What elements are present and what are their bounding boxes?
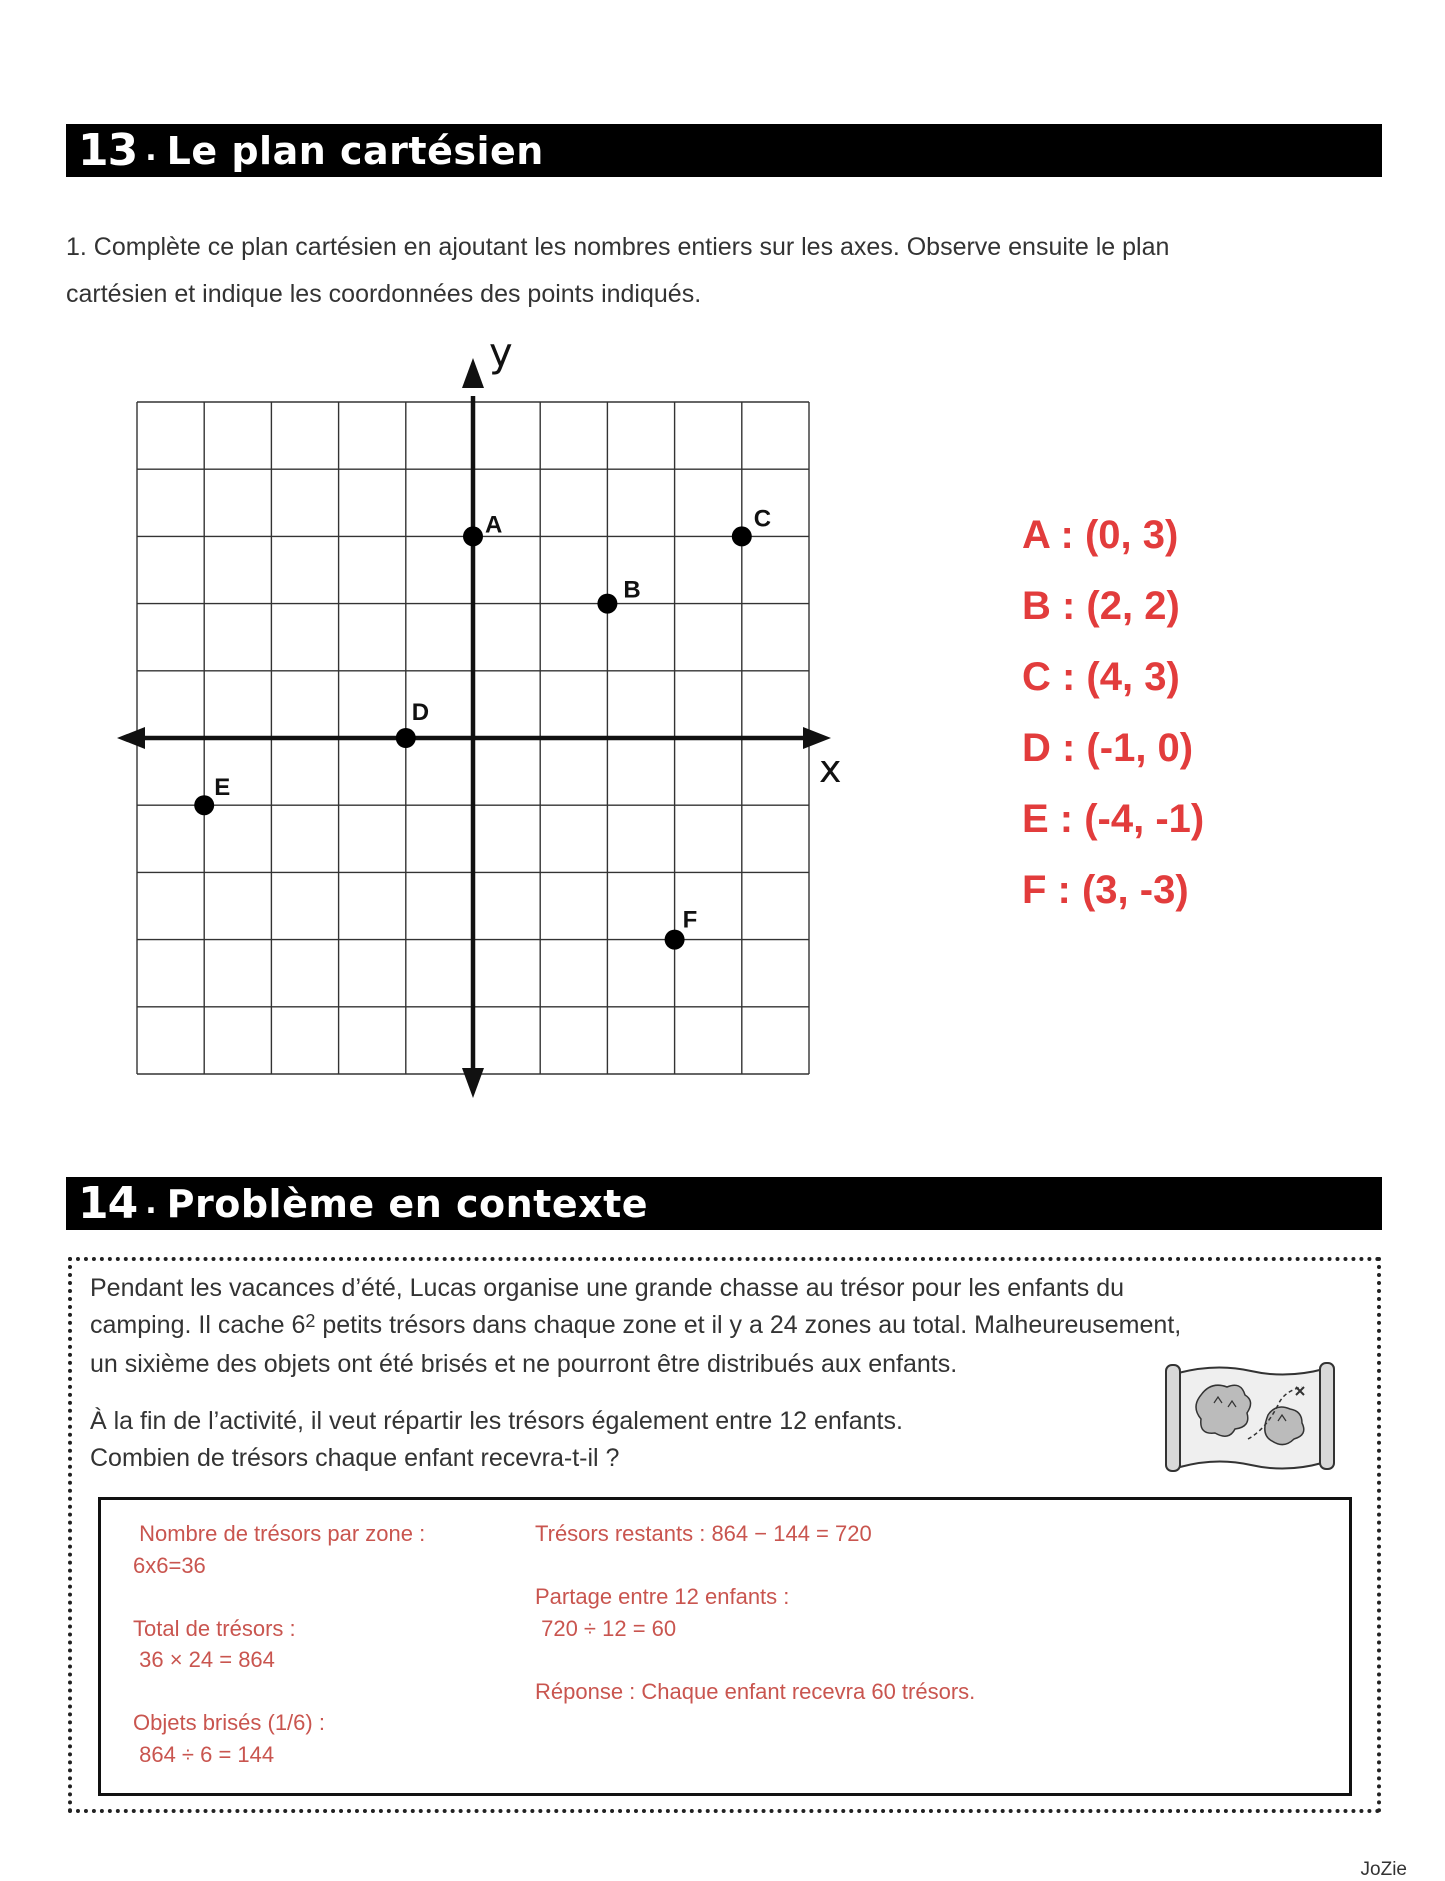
answer-list (1022, 500, 1204, 926)
answer-b: B : (2, 2) (1022, 584, 1180, 628)
problem-line: À la fin de l’activité, il veut répartir les trésors également entre 12 enfants. (90, 1407, 903, 1435)
problem-line: petits trésors dans chaque zone et il y a 24 zones au total. Malheureusement, (315, 1311, 1182, 1339)
work-zone-calc: 6x6=36 (133, 1553, 206, 1578)
answer-f: F : (3, -3) (1022, 868, 1189, 912)
answer-c: C : (4, 3) (1022, 655, 1180, 699)
section-number: 14 (78, 1178, 138, 1229)
answer-d: D : (-1, 0) (1022, 726, 1194, 770)
point-e (194, 795, 214, 815)
point-b (597, 594, 617, 614)
section-dot: . (145, 133, 157, 168)
y-axis-arrow-down (462, 1068, 484, 1098)
work-share-calc: 720 ÷ 12 = 60 (535, 1616, 677, 1641)
section-title: Problème en contexte (166, 1181, 649, 1226)
instructions-line: 1. Complète ce plan cartésien en ajoutant les nombres entiers sur les axes. Observe ensuite le plan (66, 233, 1170, 261)
point-label-b: B (623, 576, 641, 604)
work-answer: Réponse : Chaque enfant recevra 60 trésors. (535, 1679, 976, 1704)
instructions (66, 224, 1366, 318)
work-broken-label: Objets brisés (1/6) : (133, 1710, 325, 1735)
treasure-map-icon (1156, 1355, 1346, 1480)
work-remaining: Trésors restants : 864 − 144 = 720 (535, 1521, 872, 1546)
point-label-e: E (214, 774, 231, 802)
work-zone-label: Nombre de trésors par zone : (133, 1521, 426, 1546)
x-axis-arrow-left (117, 727, 145, 749)
work-broken-calc: 864 ÷ 6 = 144 (133, 1742, 275, 1767)
work-share-label: Partage entre 12 enfants : (535, 1584, 790, 1609)
point-label-d: D (411, 699, 430, 726)
point-f (665, 930, 685, 950)
section-number: 13 (78, 125, 138, 176)
x-axis-arrow-right (803, 727, 831, 749)
problem-line: un sixième des objets ont été brisés et ne pourront être distribués aux enfants. (90, 1350, 958, 1378)
work-total-calc: 36 × 24 = 864 (133, 1647, 275, 1672)
point-c (732, 526, 752, 546)
y-axis-arrow-up (462, 358, 484, 388)
footer-credit: JoZie (1360, 1859, 1407, 1880)
instructions-line: cartésien et indique les coordonnées des points indiqués. (66, 280, 702, 308)
section-13-header (66, 124, 1382, 177)
cartesian-plane (100, 335, 850, 1105)
point-d (396, 728, 416, 748)
x-axis-label: x (819, 747, 842, 791)
section-title: Le plan cartésien (166, 128, 544, 173)
question-line: Combien de trésors chaque enfant recevra-t-il ? (90, 1444, 620, 1472)
answer-a: A : (0, 3) (1022, 513, 1179, 557)
problem-line: camping. Il cache 6 (90, 1311, 306, 1339)
point-label-f: F (682, 906, 698, 934)
answer-e: E : (-4, -1) (1022, 797, 1205, 841)
exponent: 2 (305, 1311, 316, 1331)
point-a (463, 526, 483, 546)
point-label-c: C (753, 505, 772, 533)
point-label-a: A (485, 511, 503, 539)
problem-line: Pendant les vacances d’été, Lucas organise une grande chasse au trésor pour les enfants du (90, 1274, 1125, 1302)
answer-box (98, 1497, 1352, 1796)
section-dot: . (145, 1186, 157, 1221)
work-total-label: Total de trésors : (133, 1616, 296, 1641)
y-axis-label: y (489, 335, 513, 376)
section-14-header (66, 1177, 1382, 1230)
